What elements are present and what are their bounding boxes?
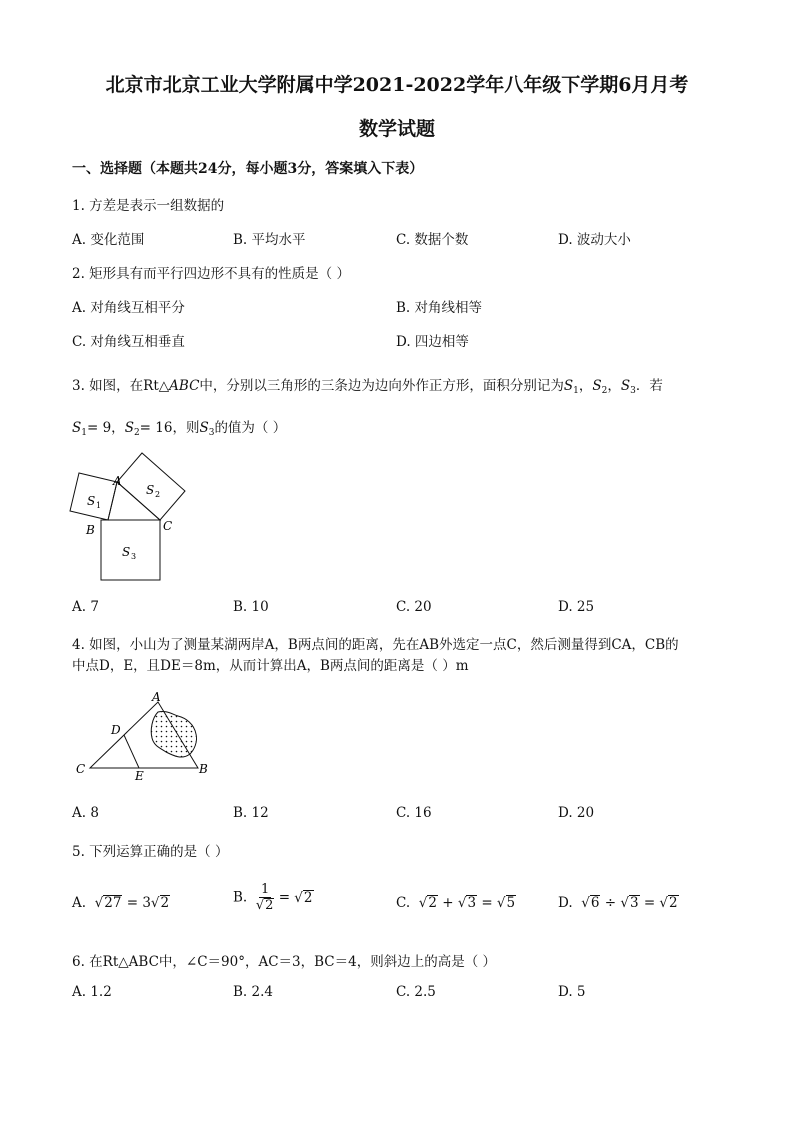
q3-option-c: C. 20 bbox=[396, 599, 432, 615]
q4-option-a: A. 8 bbox=[72, 805, 99, 821]
q1-option-b: B. 平均水平 bbox=[233, 232, 306, 248]
svg-text:3: 3 bbox=[131, 552, 137, 561]
question-2-stem: 2. 矩形具有而平行四边形不具有的性质是（ ） bbox=[72, 266, 350, 282]
label-a: A bbox=[113, 474, 122, 488]
q6-option-a: A. 1.2 bbox=[72, 984, 112, 1000]
question-1-stem: 1. 方差是表示一组数据的 bbox=[72, 198, 225, 214]
label-c: C bbox=[76, 762, 86, 776]
label-e: E bbox=[135, 769, 144, 783]
question-5-stem: 5. 下列运算正确的是（ ） bbox=[72, 844, 229, 860]
question-3-stem: 3. 如图，在Rt△ABC中，分别以三角形的三条边为边向外作正方形，面积分别记为$S_1$，$S_2$，$S_3$．若 bbox=[72, 378, 663, 396]
label-b: B bbox=[86, 523, 95, 537]
q2-option-c: C. 对角线互相垂直 bbox=[72, 334, 185, 350]
q3-option-d: D. 25 bbox=[558, 599, 595, 615]
lake-shape bbox=[151, 711, 196, 757]
question-3-line2: $S_1= 9$，$S_2= 16$，则$S_3$的值为（ ） bbox=[72, 420, 287, 438]
q1-option-a: A. 变化范围 bbox=[72, 232, 145, 248]
page-subtitle: 数学试题 bbox=[358, 118, 435, 140]
q5-option-d: D. √6 ÷ √3 = √2 bbox=[558, 895, 678, 911]
square-s3 bbox=[101, 520, 160, 580]
q4-option-b: B. 12 bbox=[233, 805, 269, 821]
label-b: B bbox=[199, 762, 208, 776]
svg-text:1: 1 bbox=[96, 501, 102, 510]
q6-option-d: D. 5 bbox=[558, 984, 586, 1000]
q2-option-d: D. 四边相等 bbox=[396, 334, 469, 350]
q3-option-b: B. 10 bbox=[233, 599, 269, 615]
page-title: 北京市北京工业大学附属中学2021-2022学年八年级下学期6月月考 bbox=[105, 74, 689, 96]
q3-option-a: A. 7 bbox=[72, 599, 99, 615]
label-d: D bbox=[111, 723, 121, 737]
figure-q4-lake bbox=[70, 690, 220, 785]
q4-option-c: C. 16 bbox=[396, 805, 432, 821]
label-s3: S bbox=[122, 545, 131, 559]
q5-option-a: A. √27 = 3√2 bbox=[72, 895, 170, 911]
q1-option-c: C. 数据个数 bbox=[396, 232, 469, 248]
label-s1: S bbox=[87, 494, 96, 508]
q6-option-c: C. 2.5 bbox=[396, 984, 436, 1000]
label-s2: S bbox=[146, 483, 155, 497]
figure-q3-squares bbox=[64, 452, 194, 587]
label-a: A bbox=[152, 690, 161, 704]
q6-option-b: B. 2.4 bbox=[233, 984, 273, 1000]
section-heading: 一、选择题（本题共24分，每小题3分，答案填入下表） bbox=[72, 161, 424, 177]
q4-option-d: D. 20 bbox=[558, 805, 595, 821]
question-4-line2: 中点D，E，且DE＝8m，从而计算出A，B两点间的距离是（ ）m bbox=[72, 658, 469, 674]
question-4-line1: 4. 如图，小山为了测量某湖两岸A，B两点间的距离，先在AB外选定一点C，然后测量得到CA，CB的 bbox=[72, 637, 679, 653]
question-6-stem: 6. 在Rt△ABC中，∠C＝90°，AC＝3，BC＝4，则斜边上的高是（ ） bbox=[72, 954, 497, 970]
q5-option-b: B. $\frac{1}{√2}$ = √2 bbox=[233, 882, 313, 913]
q2-option-a: A. 对角线互相平分 bbox=[72, 300, 185, 316]
label-c: C bbox=[163, 519, 173, 533]
q1-option-d: D. 波动大小 bbox=[558, 232, 631, 248]
q5-option-c: C. √2 + √3 = √5 bbox=[396, 895, 516, 911]
svg-text:2: 2 bbox=[155, 490, 161, 499]
q2-option-b: B. 对角线相等 bbox=[396, 300, 483, 316]
